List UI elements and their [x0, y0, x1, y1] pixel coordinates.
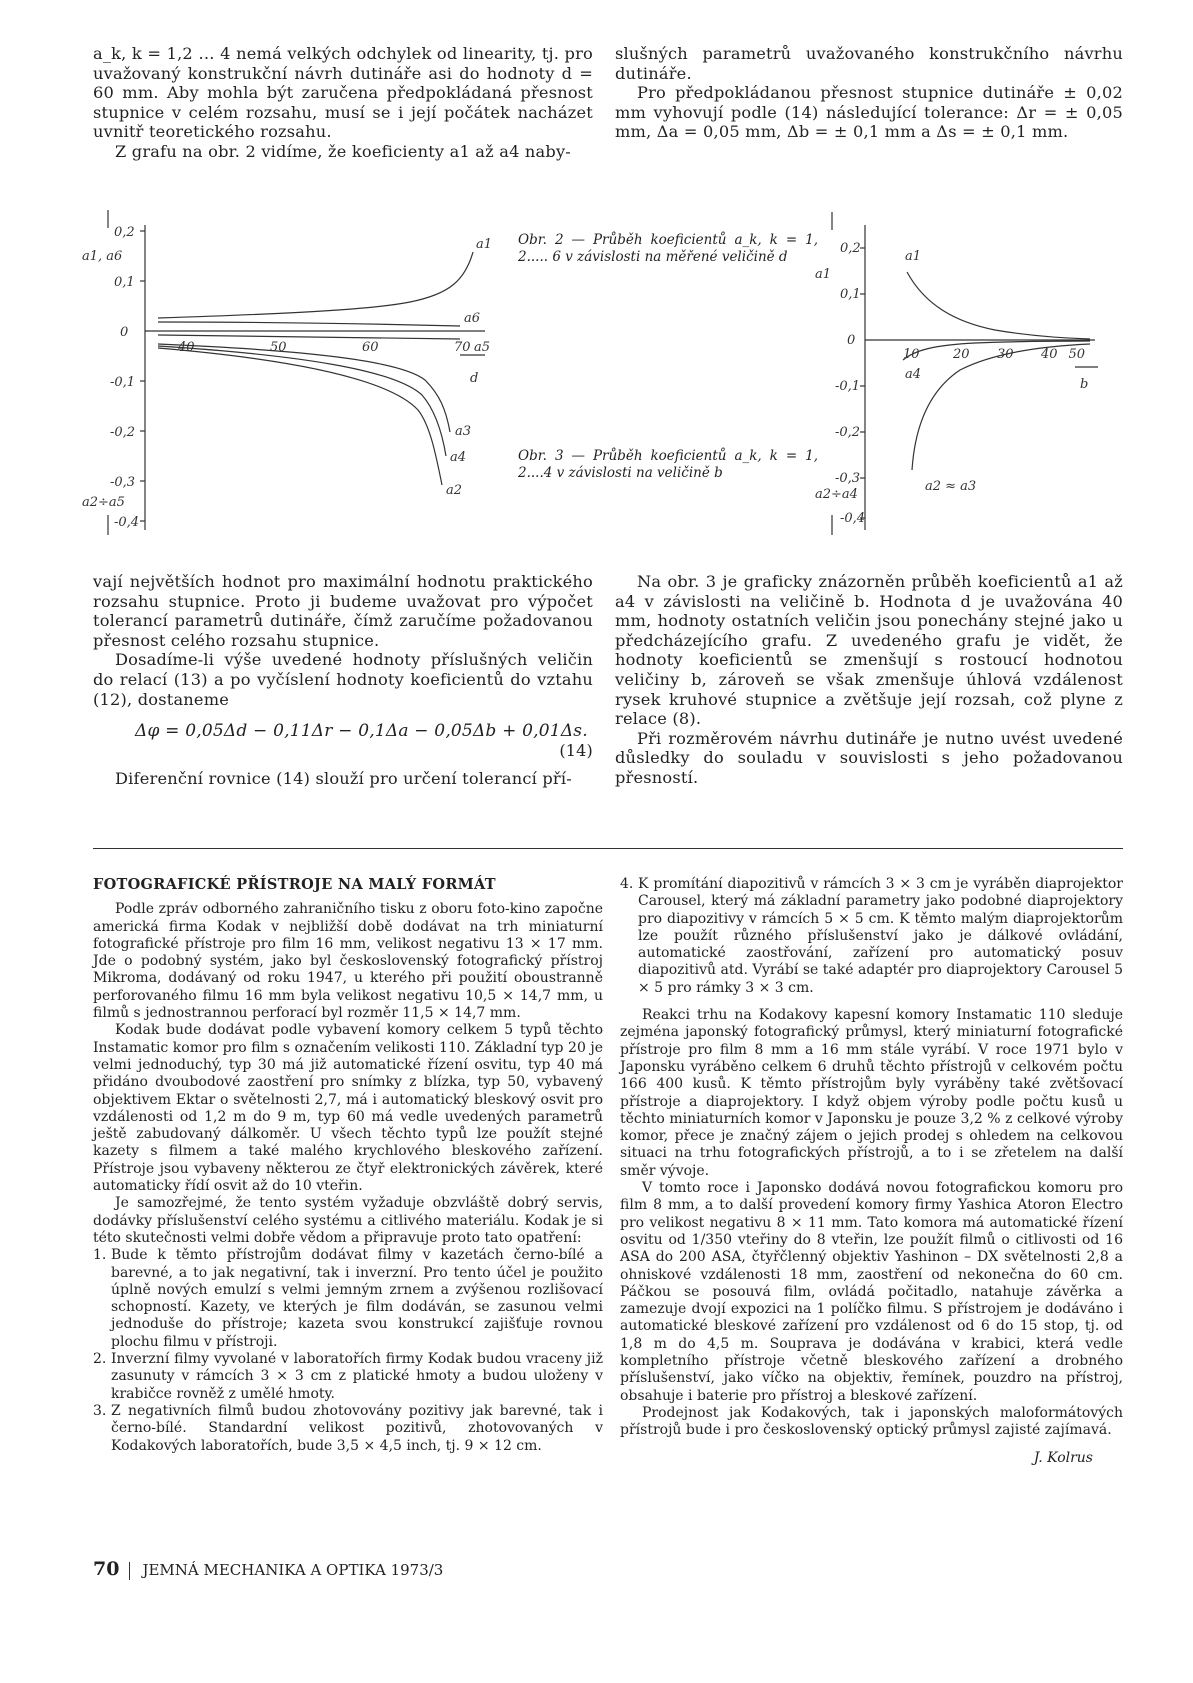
fig3-y-tick: 0,2 [840, 241, 861, 256]
list-item-text: Inverzní filmy vyvolané v laboratořích firmy Kodak budou vraceny již zasunuty v rámcích 3 × 3 cm z platické hmoty a budou uloženy v krabičce rovněž z umělé hmoty. [111, 1351, 603, 1402]
fig2-curve-label: a4 [450, 450, 467, 465]
top-left-column [93, 44, 593, 162]
article-heading: FOTOGRAFICKÉ PŘÍSTROJE NA MALÝ FORMÁT [93, 876, 496, 893]
list-item-text: Bude k těmto přístrojům dodávat filmy v kazetách černo-bílé a barevné, a to jak negativní, tak i inverzní. Pro tento účel je použito úplně nových emulzí s velmi jemným zrnem a zvýšenou rozlišovací schopností. Kazety, ve kterých je film dodáván, se zasunou velmi jednoduše do přístroje; kazeta svou konstrukcí zajišťuje rovnou plochu filmu v přístroji. [111, 1247, 603, 1350]
equation-number: (14) [559, 741, 593, 761]
fig3-x-tick: 10 [903, 347, 920, 362]
page-footer [93, 1558, 443, 1580]
list-item [93, 1403, 603, 1455]
paragraph: a_k, k = 1,2 … 4 nemá velkých odchylek od linearity, tj. pro uvažovaný konstrukční návrh dutináře asi do hodnoty d = 60 mm. Aby mohla být zaručena předpokládaná přesnost stupnice v celém rozsahu, musí se i její počátek nacházet uvnitř teoretického rozsahu. [93, 44, 593, 142]
fig2-y-label-bottom: a2÷a5 [82, 495, 125, 510]
fig2-y-tick: -0,3 [110, 475, 136, 490]
journal-name: JEMNÁ MECHANIKA A OPTIKA 1973/3 [142, 1561, 444, 1579]
figure-2-chart [80, 210, 510, 540]
figure-2-caption: Obr. 2 — Průběh koeficientů a_k, k = 1, 2..... 6 v závislosti na měřené veličině d [518, 232, 818, 265]
fig2-curve-label: a3 [455, 424, 472, 439]
fig2-x-label: d [470, 371, 479, 386]
middle-left-column [93, 572, 593, 788]
top-right-column [615, 44, 1123, 142]
middle-right-column [615, 572, 1123, 788]
paragraph: Je samozřejmé, že tento systém vyžaduje obzvláště dobrý servis, dodávky příslušenství celého systému a citlivého materiálu. Kodak je si této skutečnosti velmi dobře vědom a připravuje proto tato opatření: [93, 1195, 603, 1246]
paragraph: Dosadíme-li výše uvedené hodnoty příslušných veličin do relací (13) a po vyčíslení hodnoty koeficientů do vztahu (12), dostaneme [93, 650, 593, 709]
fig3-y-tick: -0,4 [840, 511, 866, 526]
fig2-x-tick: 70 [454, 340, 471, 355]
fig2-y-tick: 0,2 [114, 225, 135, 240]
list-item [620, 876, 1123, 997]
paragraph: vají největších hodnot pro maximální hodnotu praktického rozsahu stupnice. Proto ji budeme uvažovat pro výpočet tolerancí parametrů dutináře, čímž zaručíme požadovanou přesnost celého rozsahu stupnice. [93, 572, 593, 650]
fig2-curve-a5 [158, 335, 460, 339]
footer-separator [129, 1562, 130, 1580]
fig3-y-tick: -0,3 [835, 471, 861, 486]
fig3-x-tick: 50 [1068, 347, 1085, 362]
fig2-x-tick: 50 [270, 340, 287, 355]
fig3-y-label-top: a1 [815, 267, 832, 282]
fig2-y-tick: 0,1 [114, 275, 135, 290]
equation-14: Δφ = 0,05Δd − 0,11Δr − 0,1Δa − 0,05Δb + 0,01Δs. [135, 721, 588, 742]
article-right-column [620, 876, 1123, 1467]
fig3-y-tick: -0,2 [835, 425, 861, 440]
fig2-y-tick: -0,4 [114, 515, 140, 530]
paragraph: Pro předpokládanou přesnost stupnice dutináře ± 0,02 mm vyhovují podle (14) následující tolerance: Δr = ± 0,05 mm, Δa = 0,05 mm, Δb = ± 0,1 mm a Δs = ± 0,1 mm. [615, 83, 1123, 142]
measures-list [93, 1247, 603, 1455]
paragraph: Diferenční rovnice (14) slouží pro určení tolerancí pří- [115, 768, 572, 788]
list-item-text: K promítání diapozitivů v rámcích 3 × 3 cm je vyráběn diaprojektor Carousel, který má základní parametry jako podobné diaprojektory pro diapozitivy v rámcích 5 × 5 cm. K těmto malým diaprojektorům lze použít různého příslušenství jako je dálkové ovládání, automatické zaostřování, zařízení pro automatický posuv diapozitivů atd. Vyrábí se také adaptér pro diaprojektory Carousel 5 × 5 pro rámky 3 × 3 cm. [638, 876, 1123, 996]
fig3-curve-label: a1 [905, 249, 922, 264]
fig3-x-tick: 30 [997, 347, 1014, 362]
author-signature: J. Kolrus [1033, 1449, 1093, 1466]
paragraph: Prodejnost jak Kodakových, tak i japonských maloformátových přístrojů bude i pro československý optický průmysl zajisté zajímavá. [620, 1404, 1123, 1439]
section-divider [93, 848, 1123, 849]
paragraph: Kodak bude dodávat podle vybavení komory celkem 5 typů těchto Instamatic komor pro film s označením velikosti 110. Základní typ 20 je velmi jednoduchý, typ 30 má již automatické řízení osvitu, typ 40 má přidáno dvoubodové zaostření pro snímky z blízka, typ 50, vybavený objektivem Ektar o světelnosti 2,7, má i automatický bleskový osvit pro vzdálenosti od 1,2 m do 9 m, typ 60 má vedle uvedených parametrů ještě zabudovaný dálkoměr. U všech těchto typů lze použít stejné kazety s filmem a také malého krychlového bleskového zařízení. Přístroje jsou vybaveny některou ze čtyř elektronických závěrek, které automaticky řídí osvit až do 10 vteřin. [93, 1022, 603, 1195]
list-item-text: Z negativních filmů budou zhotovovány pozitivy jak barevné, tak i černo-bílé. Standardní velikost pozitivů, zhotovovaných v Kodakových laboratořích, bude 3,5 × 4,5 inch, tj. 9 × 12 cm. [111, 1402, 603, 1454]
fig2-curve-label: a2 [446, 483, 463, 498]
fig3-y-tick: -0,1 [835, 379, 861, 394]
list-item-number: 2. [93, 1351, 107, 1368]
fig2-x-tick: 60 [362, 340, 379, 355]
paragraph: Na obr. 3 je graficky znázorněn průběh koeficientů a1 až a4 v závislosti na veličině b. Hodnota d je uvažována 40 mm, hodnoty ostatních veličin jsou ponechány stejné jako u předcházejícího grafu. Z uvedeného grafu je vidět, že hodnoty koeficientů se zmenšují s rostoucí hodnotou veličiny b, zároveň se však zmenšuje úhlová vzdálenost rysek kruhové stupnice a zvětšuje její rozsah, což plyne z relace (8). [615, 572, 1123, 729]
list-item-number: 4. [620, 876, 634, 892]
paragraph: Podle zpráv odborného zahraničního tisku z oboru foto-kino započne americká firma Kodak v nejbližší době dodávat na trh miniaturní fotografické přístroje pro film 16 mm, velikost negativu 13 × 17 mm. Jde o podobný systém, jako byl československý fotografický přístroj Mikroma, dodávaný od roku 1947, u kterého při použití oboustranně perforovaného filmu 16 mm byla velikost negativu 10,5 × 14,7 mm, u filmů s jednostrannou perforací byl rozměr 11,5 × 14,7 mm. [93, 901, 603, 1022]
fig2-curve-a4 [158, 346, 446, 456]
fig3-x-tick: 40 [1041, 347, 1058, 362]
fig2-curve-label: a1 [476, 237, 493, 252]
fig3-y-tick: 0 [847, 333, 856, 348]
fig2-curve-label: a5 [474, 340, 491, 355]
fig3-curve-label: a2 ≈ a3 [925, 479, 977, 494]
fig2-y-tick: 0 [120, 325, 129, 340]
fig2-curve-a1 [158, 252, 473, 318]
list-item [93, 1247, 603, 1351]
fig3-y-tick: 0,1 [840, 287, 861, 302]
fig2-y-tick: -0,2 [110, 425, 136, 440]
fig3-curve-a1 [907, 272, 1090, 339]
paragraph: Z grafu na obr. 2 vidíme, že koeficienty a1 až a4 naby- [115, 141, 571, 161]
page-number: 70 [93, 1558, 120, 1580]
fig2-y-tick: -0,1 [110, 375, 136, 390]
fig3-x-tick: 20 [953, 347, 970, 362]
fig3-x-label: b [1080, 377, 1089, 392]
fig2-curve-a3 [158, 344, 450, 432]
list-item [93, 1351, 603, 1403]
paragraph: Při rozměrovém návrhu dutináře je nutno uvést uvedené důsledky do souladu v souvislosti s jeho požadovanou přesností. [615, 728, 1123, 787]
paragraph: V tomto roce i Japonsko dodává novou fotografickou komoru pro film 8 mm, a to další provedení komory firmy Yashica Atoron Electro pro velikost negativu 8 × 11 mm. Tato komora má automatické řízení osvitu od 1/350 vteřiny do 8 vteřin, lze použít filmů o citlivosti od 16 ASA do 200 ASA, čtyřčlenný objektiv Yashinon – DX světelnosti 2,8 a ohniskové vzdálenosti 18 mm, zaostření od nekonečna do 60 cm. Páčkou se posouvá film, ovládá počitadlo, natahuje závěrka a zamezuje dvojí expozici na 1 políčko filmu. S přístrojem je dodáváno i automatické bleskové zařízení pro vzdálenost od 6 do 15 stop, tj. od 1,8 m do 4,5 m. Souprava je dodávána v krabici, která vedle kompletního přístroje včetně bleskového zařízení a drobného příslušenství, jako víčko na objektiv, řemínek, pouzdro na přístroj, obsahuje i baterie pro přístroj a bleskové zařízení. [620, 1180, 1123, 1404]
fig2-y-label-top: a1, a6 [82, 249, 123, 264]
paragraph: Reakci trhu na Kodakovy kapesní komory Instamatic 110 sleduje zejména japonský fotografický průmysl, který miniaturní fotografické přístroje pro film 8 mm a 16 mm stále vyrábí. V roce 1971 bylo v Japonsku vyráběno celkem 6 druhů těchto přístrojů v celkovém počtu 166 400 kusů. K těmto přístrojům byly vyráběny také zvětšovací přístroje a diaprojektory. I když objem výroby podle počtu kusů u těchto miniaturních komor v Japonsku je pouze 3,2 % z celkové výroby komor, přece je značný zájem o jejich prodej s ohledem na celkovou situaci na trhu fotografických přístrojů, a to i se zřetelem na další směr vývoje. [620, 1007, 1123, 1179]
article-left-column [93, 876, 603, 1455]
fig3-curve-label: a4 [905, 367, 922, 382]
fig3-curve-a2a3 [912, 344, 1090, 470]
list-item-number: 1. [93, 1247, 107, 1264]
list-item-number: 3. [93, 1402, 107, 1419]
figure-3-chart [815, 210, 1125, 540]
fig2-x-tick: 40 [178, 340, 195, 355]
fig2-curve-label: a6 [464, 311, 481, 326]
paragraph: slušných parametrů uvažovaného konstrukčního návrhu dutináře. [615, 44, 1123, 83]
measures-list-continued [620, 876, 1123, 997]
fig3-y-label-bottom: a2÷a4 [815, 487, 858, 502]
figure-3-caption: Obr. 3 — Průběh koeficientů a_k, k = 1, 2....4 v závislosti na veličině b [518, 448, 818, 481]
fig2-curve-a6 [158, 322, 460, 326]
